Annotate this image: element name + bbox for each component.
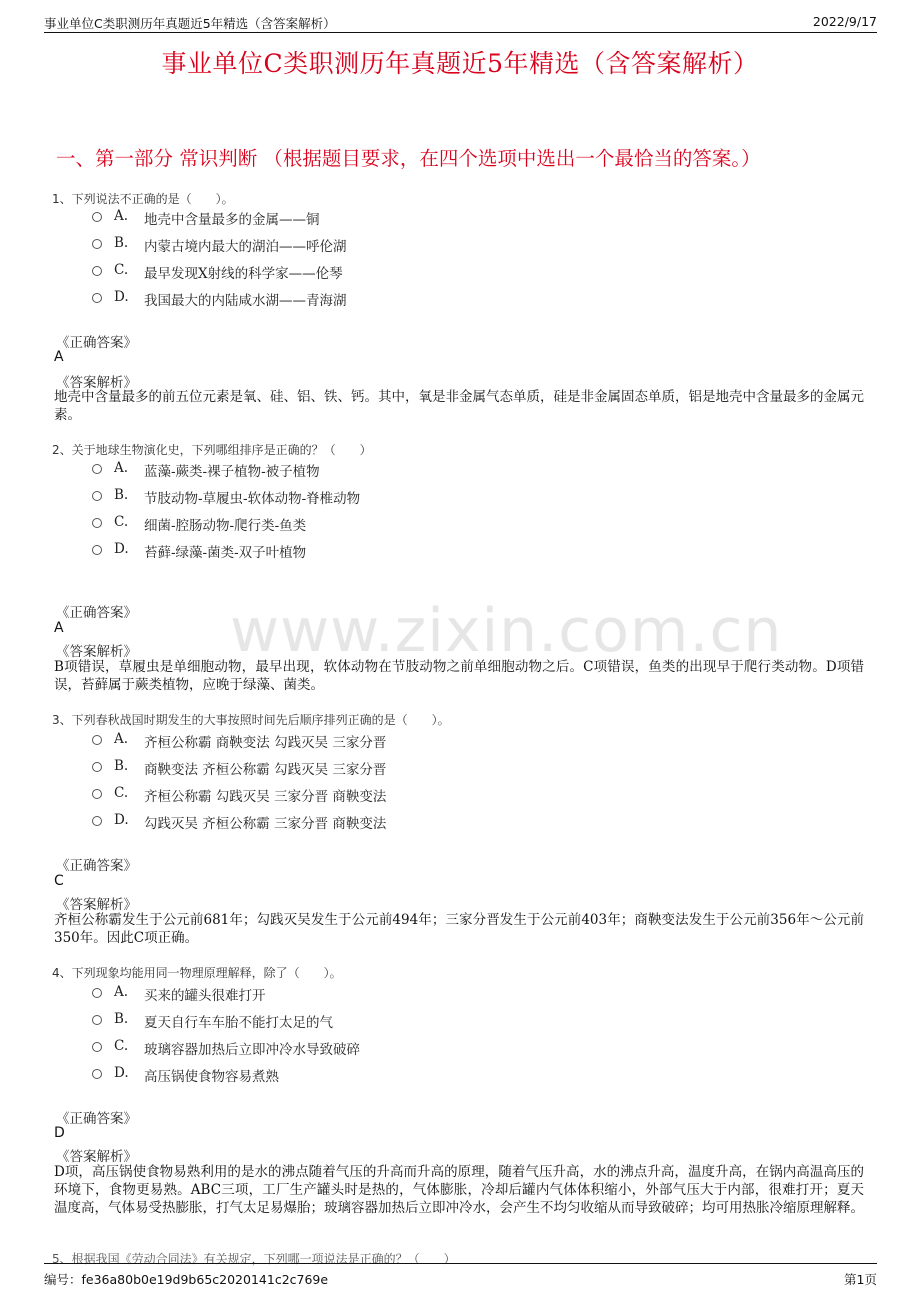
question-2-analysis-label: 《答案解析》 [56, 644, 137, 660]
radio-icon[interactable] [92, 212, 102, 222]
option-letter: B. [114, 235, 129, 251]
option-text: 玻璃容器加热后立即冲冷水导致破碎 [144, 1042, 360, 1058]
option-text: 齐桓公称霸 商鞅变法 勾践灭吴 三家分晋 [144, 735, 387, 751]
footer-page-number: 第1页 [844, 1272, 877, 1287]
option-letter: B. [114, 758, 129, 774]
radio-icon[interactable] [92, 1069, 102, 1079]
radio-icon[interactable] [92, 735, 102, 745]
question-1-analysis-label: 《答案解析》 [56, 375, 137, 391]
footer-doc-id: 编号：fe36a80b0e19d9b65c2020141c2c769e [44, 1272, 329, 1287]
question-3-analysis-label: 《答案解析》 [56, 897, 137, 913]
section-heading: 一、第一部分 常识判断 （根据题目要求，在四个选项中选出一个最恰当的答案。） [56, 147, 761, 170]
option-text: 我国最大的内陆咸水湖——青海湖 [144, 293, 347, 309]
question-1-answer: A [54, 349, 64, 365]
option-letter: C. [114, 1038, 129, 1054]
radio-icon[interactable] [92, 988, 102, 998]
page-footer [44, 1263, 877, 1288]
question-3-analysis: 齐桓公称霸发生于公元前681年；勾践灭吴发生于公元前494年；三家分晋发生于公元前403年；商鞅变法发生于公元前356年～公元前350年。因此C项正确。 [54, 912, 864, 946]
option-letter: A. [114, 984, 129, 1000]
watermark: www.zixin.com.cn [230, 596, 783, 666]
option-letter: C. [114, 785, 129, 801]
question-5-stem-cutoff: 5、根据我国《劳动合同法》有关规定，下列哪一项说法是正确的？（ ） [52, 1252, 456, 1266]
option-letter: A. [114, 460, 129, 476]
question-3-stem: 3、下列春秋战国时期发生的大事按照时间先后顺序排列正确的是（ ）。 [52, 713, 450, 727]
option-letter: C. [114, 262, 129, 278]
option-text: 高压锅使食物容易煮熟 [144, 1069, 279, 1085]
option-text: 蓝藻-蕨类-裸子植物-被子植物 [144, 464, 320, 480]
option-text: 商鞅变法 齐桓公称霸 勾践灭吴 三家分晋 [144, 762, 387, 778]
option-letter: A. [114, 208, 129, 224]
radio-icon[interactable] [92, 239, 102, 249]
question-4-answer: D [54, 1125, 65, 1141]
question-1-analysis: 地壳中含量最多的前五位元素是氧、硅、铝、铁、钙。其中，氧是非金属气态单质，硅是非金属固态单质，铝是地壳中含量最多的金属元素。 [54, 389, 864, 423]
option-letter: B. [114, 487, 129, 503]
question-3-correct-label: 《正确答案》 [56, 858, 137, 874]
question-4-analysis-label: 《答案解析》 [56, 1149, 137, 1165]
option-letter: D. [114, 1065, 129, 1081]
option-letter: A. [114, 731, 129, 747]
radio-icon[interactable] [92, 1042, 102, 1052]
radio-icon[interactable] [92, 762, 102, 772]
radio-icon[interactable] [92, 789, 102, 799]
question-2-answer: A [54, 620, 64, 636]
option-text: 勾践灭吴 齐桓公称霸 三家分晋 商鞅变法 [144, 816, 387, 832]
question-2-analysis: B项错误，草履虫是单细胞动物，最早出现，软体动物在节肢动物之前单细胞动物之后。C项错误，鱼类的出现早于爬行类动物。D项错误，苔藓属于蕨类植物，应晚于绿藻、菌类。 [54, 659, 864, 693]
radio-icon[interactable] [92, 464, 102, 474]
radio-icon[interactable] [92, 816, 102, 826]
question-3-answer: C [54, 873, 64, 889]
option-letter: D. [114, 289, 129, 305]
radio-icon[interactable] [92, 1015, 102, 1025]
option-text: 买来的罐头很难打开 [144, 988, 266, 1004]
radio-icon[interactable] [92, 266, 102, 276]
option-text: 节肢动物-草履虫-软体动物-脊椎动物 [144, 491, 361, 507]
option-text: 内蒙古境内最大的湖泊——呼伦湖 [144, 239, 347, 255]
option-text: 地壳中含量最多的金属——铜 [144, 212, 320, 228]
question-1-correct-label: 《正确答案》 [56, 335, 137, 351]
header-date: 2022/9/17 [812, 14, 877, 29]
question-1-stem: 1、下列说法不正确的是（ ）。 [52, 192, 234, 206]
option-text: 细菌-腔肠动物-爬行类-鱼类 [144, 518, 307, 534]
option-text: 夏天自行车车胎不能打太足的气 [144, 1015, 333, 1031]
question-4-correct-label: 《正确答案》 [56, 1111, 137, 1127]
option-letter: D. [114, 541, 129, 557]
page-title: 事业单位C类职测历年真题近5年精选（含答案解析） [161, 49, 759, 78]
option-letter: B. [114, 1011, 129, 1027]
question-4-analysis: D项，高压锅使食物易熟利用的是水的沸点随着气压的升高而升高的原理，随着气压升高，水的沸点升高，温度升高，在锅内高温高压的环境下，食物更易熟。ABC三项，工厂生产罐头时是热的，气体膨胀，冷却后罐内气体体积缩小，外部气压大于内部，很难打开；夏天温度高，气体易受热膨胀，打气太足易爆胎；玻璃容器加热后立即冲冷水，会产生不均匀收缩从而导致破碎；均可用热胀冷缩原理解释。 [54, 1164, 864, 1216]
question-2-stem: 2、关于地球生物演化史，下列哪组排序是正确的？（ ） [52, 443, 372, 457]
option-text: 齐桓公称霸 勾践灭吴 三家分晋 商鞅变法 [144, 789, 387, 805]
radio-icon[interactable] [92, 518, 102, 528]
header-doc-title: 事业单位C类职测历年真题近5年精选（含答案解析） [44, 16, 336, 31]
option-text: 苔藓-绿藻-菌类-双子叶植物 [144, 545, 307, 561]
question-2-correct-label: 《正确答案》 [56, 605, 137, 621]
page-header [44, 12, 877, 33]
option-letter: D. [114, 812, 129, 828]
radio-icon[interactable] [92, 293, 102, 303]
option-text: 最早发现X射线的科学家——伦琴 [144, 266, 343, 282]
radio-icon[interactable] [92, 545, 102, 555]
option-letter: C. [114, 514, 129, 530]
question-4-stem: 4、下列现象均能用同一物理原理解释，除了（ ）。 [52, 966, 342, 980]
radio-icon[interactable] [92, 491, 102, 501]
